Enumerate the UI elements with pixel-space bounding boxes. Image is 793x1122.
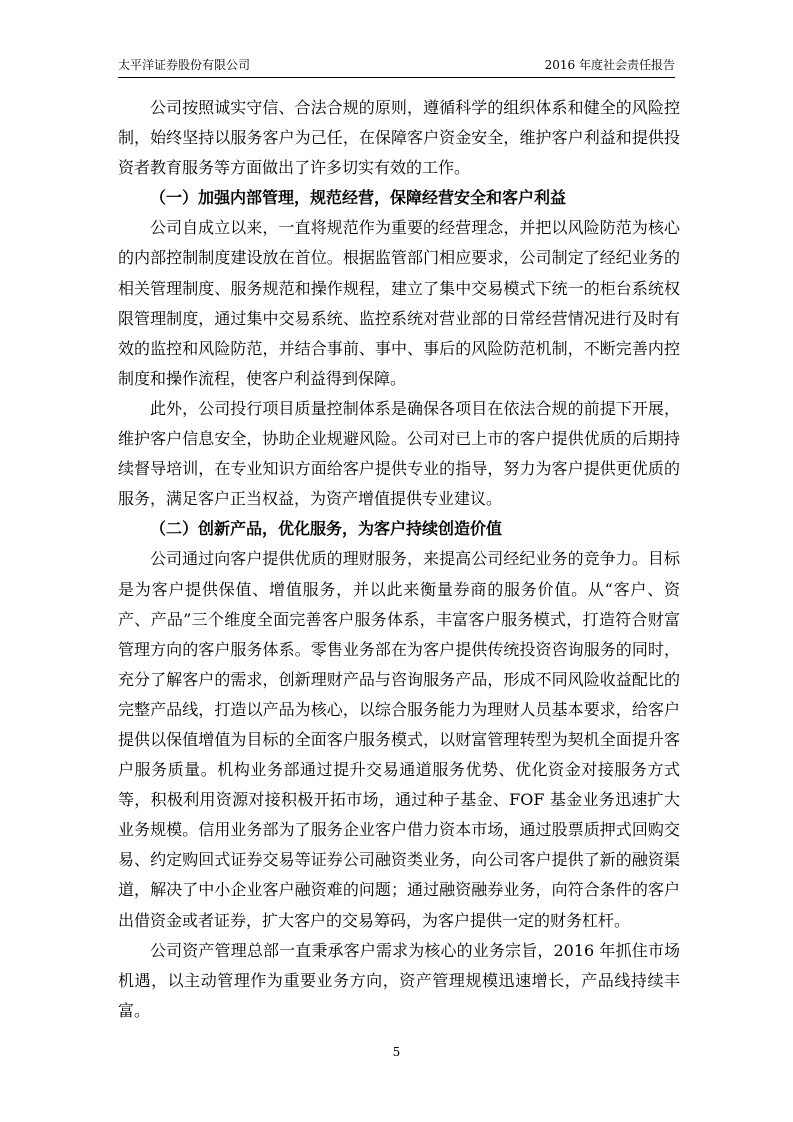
section-2-paragraph-1: 公司通过向客户提供优质的理财服务，来提高公司经纪业务的竞争力。目标是为客户提供保值、增值服务，并以此来衡量券商的服务价值。从“客户、资产、产品”三个维度全面完善客户服务体系，丰富客户服务模式，打造符合财富管理方向的客户服务体系。零售业务部在为客户提供传统投资咨询服务的同时，充分了解客户的需求，创新理财产品与咨询服务产品，形成不同风险收益配比的完整产品线，打造以产品为核心，以综合服务能力为理财人员基本要求，给客户提供以保值增值为目标的全面客户服务模式，以财富管理转型为契机全面提升客户服务质量。机构业务部通过提升交易通道服务优势、优化资金对接服务方式等，积极利用资源对接积极开拓市场，通过种子基金、FOF 基金业务迅速扩大业务规模。信用业务部为了服务企业客户借力资本市场，通过股票质押式回购交易、约定购回式证券交易等证券公司融资类业务，向公司客户提供了新的融资渠道，解决了中小企业客户融资难的问题；通过融资融券业务，向符合条件的客户出借资金或者证券，扩大客户的交易筹码，为客户提供一定的财务杠杆。: [118, 549, 680, 930]
header-company-name: 太平洋证券股份有限公司: [118, 58, 251, 72]
section-heading-1: （一）加强内部管理，规范经营，保障经营安全和客户利益: [150, 188, 567, 208]
section-2-paragraph-2: 公司资产管理总部一直秉承客户需求为核心的业务宗旨，2016 年抓住市场机遇，以主动管理作为重要业务方向，资产管理规模迅速增长，产品线持续丰富。: [118, 940, 680, 1020]
page-number: 5: [392, 1045, 401, 1059]
header-report-title: 2016 年度社会责任报告: [544, 58, 675, 72]
intro-paragraph: 公司按照诚实守信、合法合规的原则，遵循科学的组织体系和健全的风险控制，始终坚持以服务客户为己任，在保障客户资金安全，维护客户利益和提供投资者教育服务等方面做出了许多切实有效的工作。: [118, 98, 680, 178]
page-body: [118, 93, 680, 1026]
section-heading-2: （二）创新产品，优化服务，为客户持续创造价值: [150, 519, 503, 539]
section-1-paragraph-1: 公司自成立以来，一直将规范作为重要的经营理念，并把以风险防范为核心的内部控制制度建设放在首位。根据监管部门相应要求，公司制定了经纪业务的相关管理制度、服务规范和操作规程，建立了集中交易模式下统一的柜台系统权限管理制度，通过集中交易系统、监控系统对营业部的日常经营情况进行及时有效的监控和风险防范，并结合事前、事中、事后的风险防范机制，不断完善内控制度和操作流程，使客户利益得到保障。: [118, 218, 680, 388]
header-divider: [118, 77, 675, 78]
page-header: [118, 56, 675, 74]
section-1-paragraph-2: 此外，公司投行项目质量控制体系是确保各项目在依法合规的前提下开展，维护客户信息安全，协助企业规避风险。公司对已上市的客户提供优质的后期持续督导培训，在专业知识方面给客户提供专业的指导，努力为客户提供更优质的服务，满足客户正当权益，为资产增值提供专业建议。: [118, 398, 680, 509]
